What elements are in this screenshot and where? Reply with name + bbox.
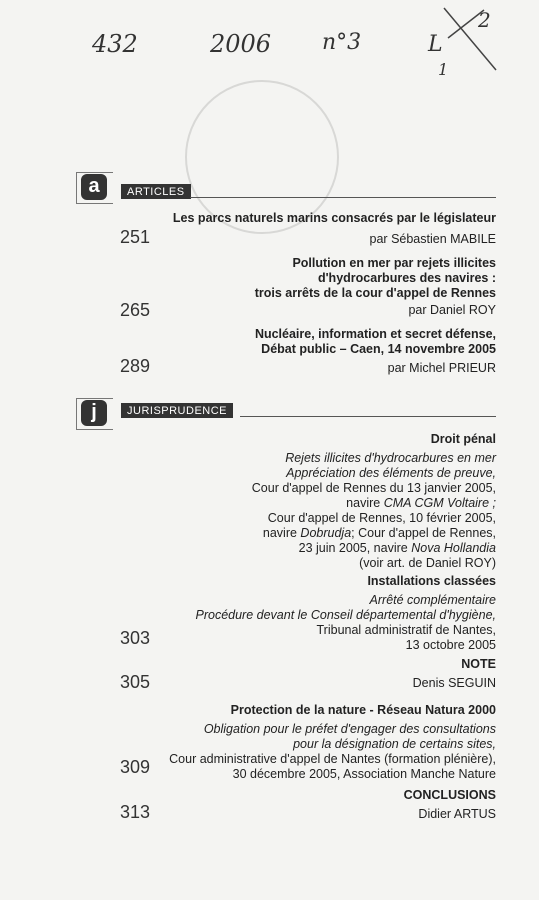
article-2-title-line-3: trois arrêts de la cour d'appel de Rennes: [254, 286, 496, 300]
block-installations-line-4: 13 octobre 2005: [405, 638, 496, 652]
articles-label: ARTICLES: [121, 184, 191, 199]
text-navire: navire: [346, 496, 381, 510]
block-droit-penal-line-4: [346, 496, 496, 512]
article-3-title-line-2: Débat public – Caen, 14 novembre 2005: [261, 342, 496, 356]
block-note-heading: NOTE: [461, 657, 496, 671]
jurisprudence-icon: j: [81, 400, 107, 426]
block-installations-line-1: Arrêté complémentaire: [369, 593, 496, 607]
block-conclusions-page: 313: [120, 802, 151, 822]
article-1-title: Les parcs naturels marins consacrés par le législateur: [172, 211, 496, 225]
article-1-page: 251: [120, 227, 151, 247]
ship-name-dobrudja: Dobrudja: [300, 526, 352, 540]
block-droit-penal-line-1: Rejets illicites d'hydrocarbures en mer: [285, 451, 496, 465]
article-2-title-line-1: Pollution en mer par rejets illicites: [292, 256, 496, 270]
block-natura-heading: Protection de la nature - Réseau Natura 2000: [230, 703, 496, 717]
block-natura-line-3: Cour administrative d'appel de Nantes (formation plénière),: [169, 752, 496, 766]
handwritten-corner-number: 2: [478, 8, 491, 32]
block-note-page: 305: [120, 672, 151, 692]
articles-rule: [190, 197, 496, 198]
block-natura-line-1: Obligation pour le préfet d'engager des consultations: [203, 722, 496, 736]
handwritten-diagonal-stroke: [440, 4, 500, 74]
article-1-author: par Sébastien MABILE: [369, 232, 496, 246]
block-installations-line-2: Procédure devant le Conseil départemental d'hygiène,: [195, 608, 496, 622]
handwritten-ref: 432: [92, 30, 138, 58]
block-conclusions-author: Didier ARTUS: [418, 807, 496, 821]
block-installations-line-3: Tribunal administratif de Nantes,: [316, 623, 496, 637]
handwritten-fraction-top: L: [428, 32, 443, 57]
articles-icon: a: [81, 174, 107, 200]
article-3-author: par Michel PRIEUR: [387, 361, 496, 375]
block-droit-penal-line-6: [263, 526, 496, 542]
block-droit-penal-heading: Droit pénal: [430, 432, 496, 446]
block-installations-heading: Installations classées: [367, 574, 496, 588]
handwritten-year: 2006: [210, 30, 272, 58]
text-cour-rennes: ; Cour d'appel de Rennes,: [351, 526, 496, 540]
jurisprudence-rule: [240, 416, 496, 417]
article-3-page: 289: [120, 356, 151, 376]
block-droit-penal-line-3: Cour d'appel de Rennes du 13 janvier 2005,: [251, 481, 496, 495]
article-2-title-line-2: d'hydrocarbures des navires :: [317, 271, 496, 285]
block-installations-page: 303: [120, 628, 151, 648]
block-natura-line-4: 30 décembre 2005, Association Manche Nature: [232, 767, 496, 781]
jurisprudence-label: JURISPRUDENCE: [121, 403, 233, 418]
text-date-navire: 23 juin 2005, navire: [298, 541, 408, 555]
article-2-page: 265: [120, 300, 151, 320]
text-navire-2: navire: [262, 526, 297, 540]
handwritten-fraction-bottom: 1: [438, 60, 449, 79]
ship-name-cma: CMA CGM Voltaire ;: [383, 496, 496, 510]
block-droit-penal-line-2: Appréciation des éléments de preuve,: [286, 466, 496, 480]
block-conclusions-heading: CONCLUSIONS: [403, 788, 496, 802]
article-2-author: par Daniel ROY: [408, 303, 496, 317]
block-natura-page: 309: [120, 757, 151, 777]
block-droit-penal-line-7: [299, 541, 496, 557]
handwritten-issue: n°3: [322, 30, 362, 55]
ship-name-nova: Nova Hollandia: [411, 541, 496, 555]
block-note-author: Denis SEGUIN: [412, 676, 496, 690]
block-natura-line-2: pour la désignation de certains sites,: [293, 737, 496, 751]
block-droit-penal-line-5: Cour d'appel de Rennes, 10 février 2005,: [267, 511, 496, 525]
article-3-title-line-1: Nucléaire, information et secret défense,: [254, 327, 496, 341]
block-droit-penal-line-8: (voir art. de Daniel ROY): [359, 556, 496, 570]
